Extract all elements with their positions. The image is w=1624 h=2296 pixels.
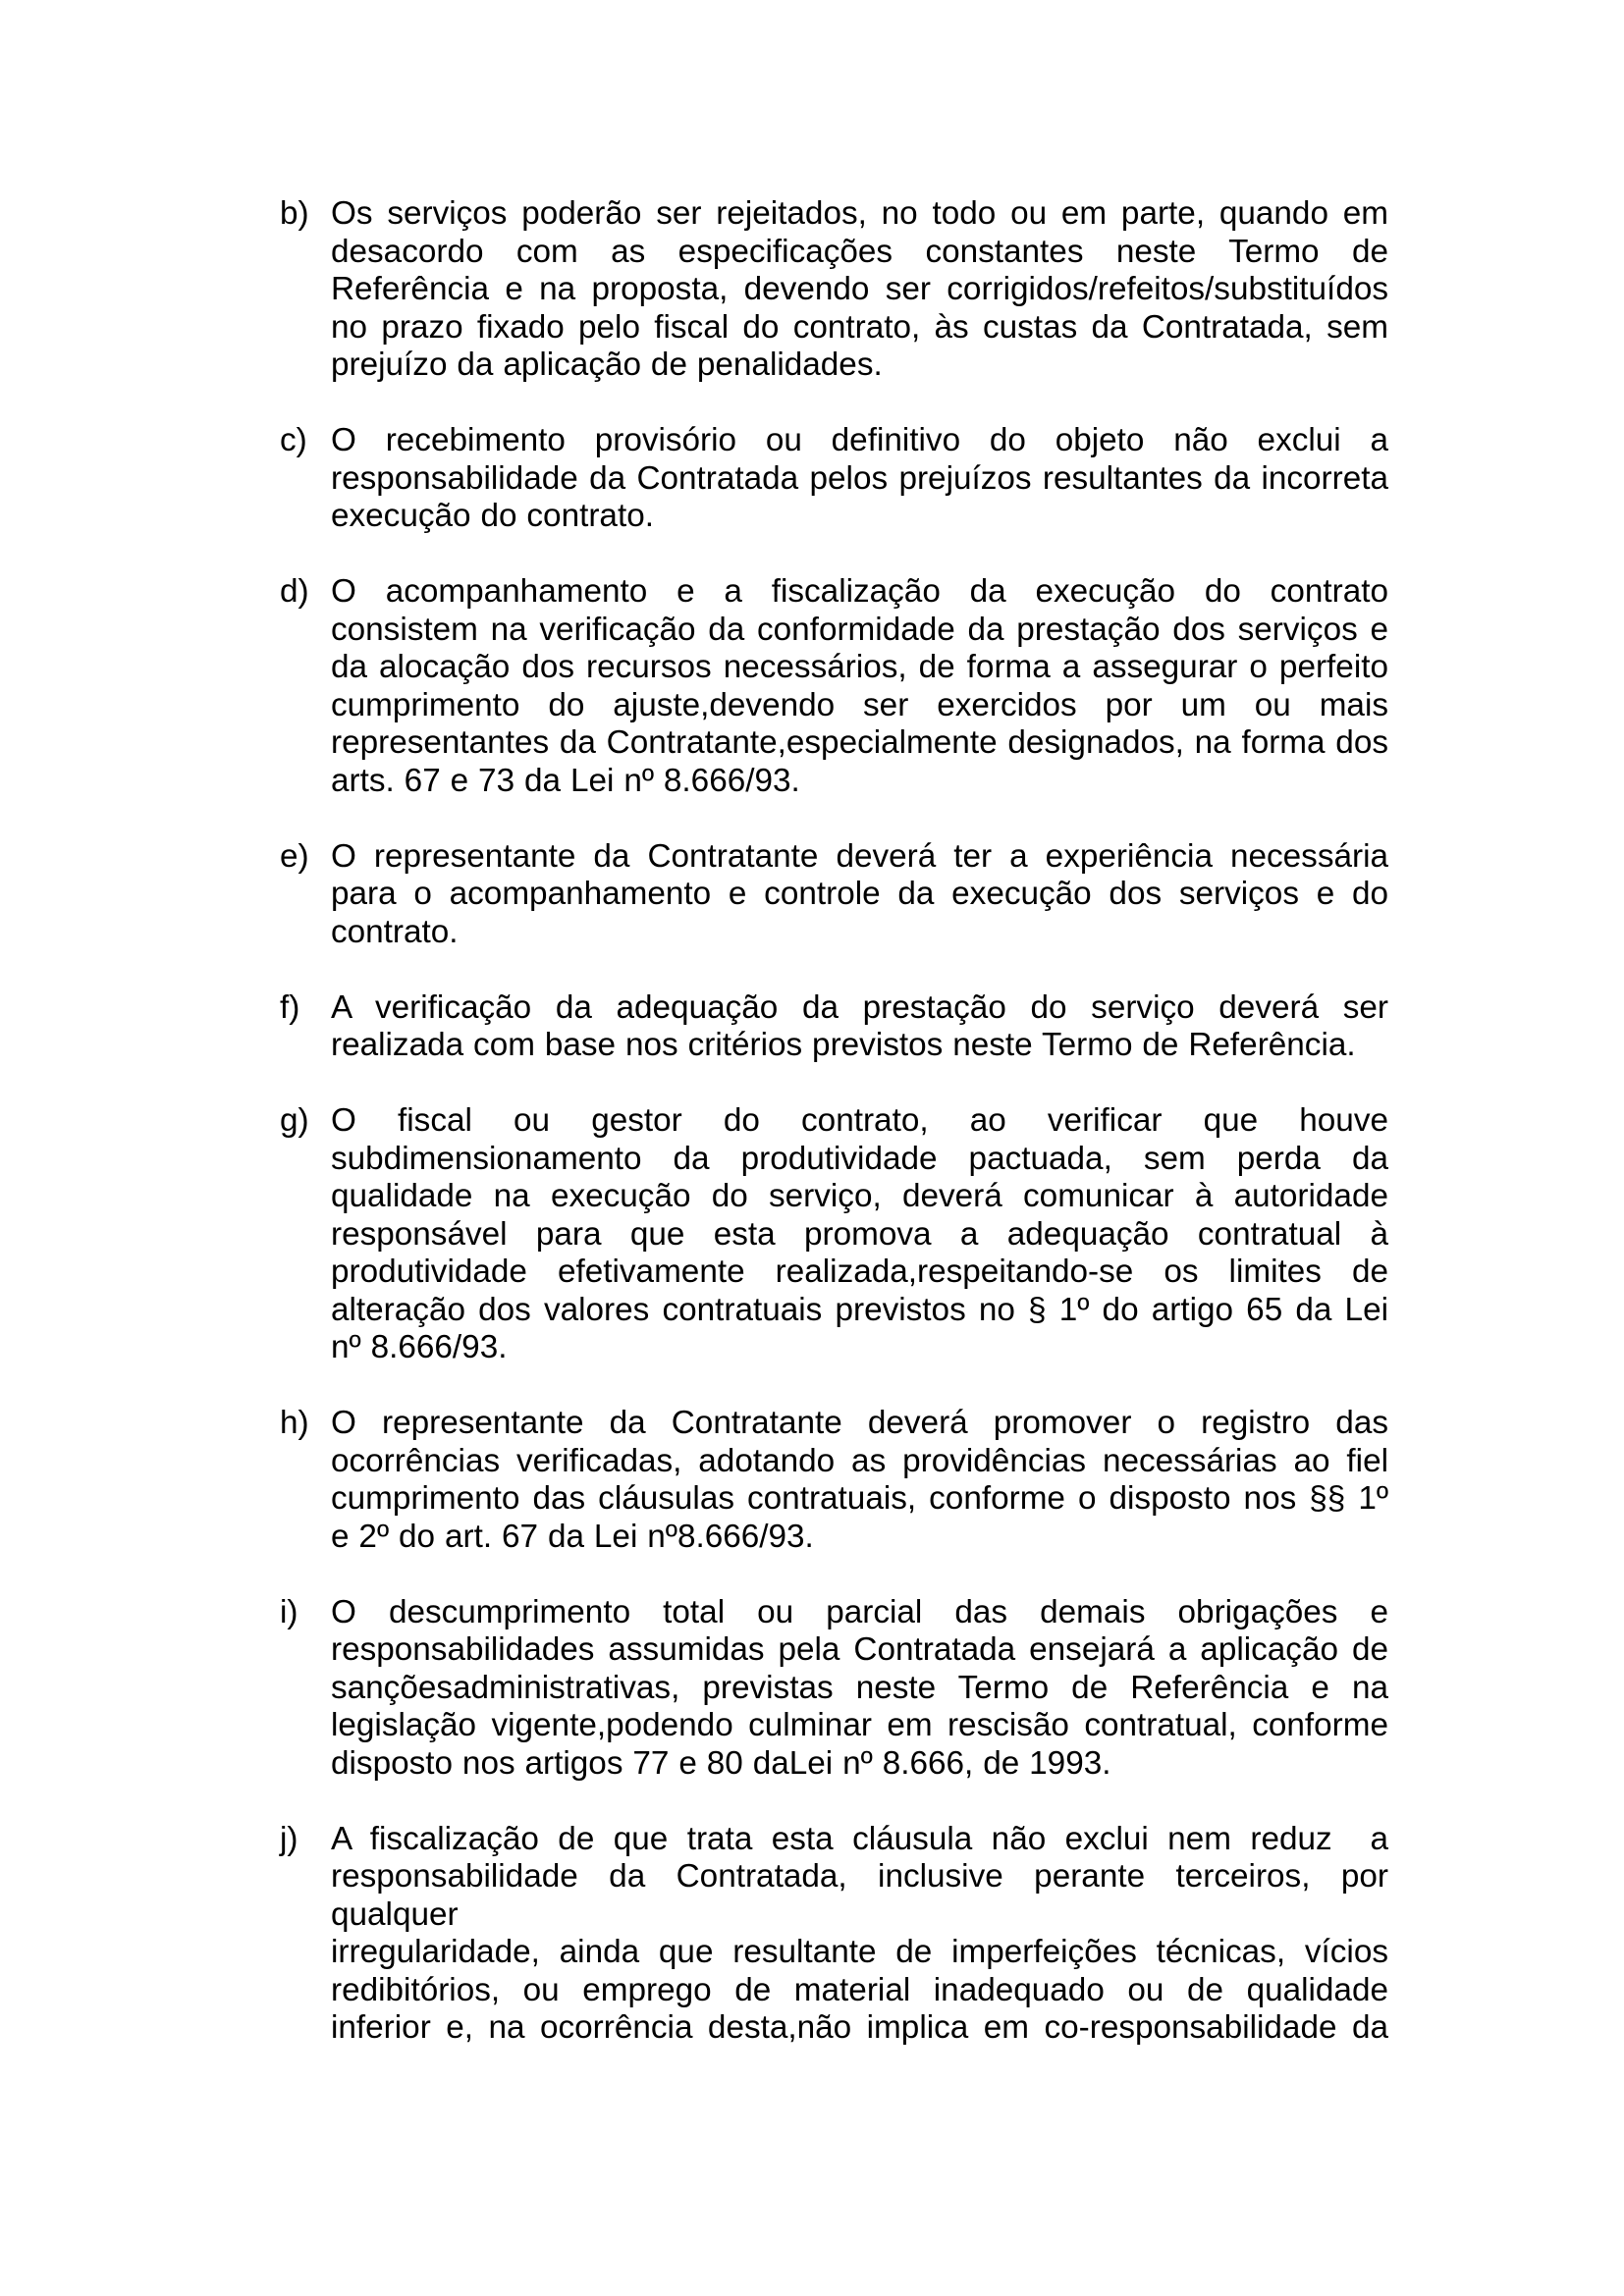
clause-letter: i) <box>280 1593 298 1630</box>
clause-text-continued: irregularidade, ainda que resultante de imperfeições técnicas, vícios redibitórios, ou emprego de material inadequado ou de qualidade inferior e, na ocorrência desta,não implica em co-responsabilidade da <box>331 1934 1398 2046</box>
clause-item-b <box>280 195 1398 385</box>
clause-text: Os serviços poderão ser rejeitados, no todo ou em parte, quando em desacordo com as especificações constantes neste Termo de Referência e na proposta, devendo ser corrigidos/refeitos/substituídos no prazo fixado pelo fiscal do contrato, às custas da Contratada, sem prejuízo da aplicação de penalidades. <box>331 195 1398 383</box>
clause-text: A verificação da adequação da prestação do serviço deverá ser realizada com base nos critérios previstos neste Termo de Referência. <box>331 988 1398 1063</box>
clause-letter: h) <box>280 1405 309 1441</box>
clause-text: O acompanhamento e a fiscalização da execução do contrato consistem na verificação da conformidade da prestação dos serviços e da alocação dos recursos necessários, de forma a assegurar o perfeito cumprimento do ajuste,devendo ser exercidos por um ou mais representantes da Contratante,especialmente designados, na forma dos arts. 67 e 73 da Lei nº 8.666/93. <box>331 573 1398 799</box>
clause-letter: d) <box>280 573 309 610</box>
clause-item-c <box>280 422 1398 536</box>
clause-item-d <box>280 573 1398 800</box>
clause-text: O representante da Contratante deverá ter a experiência necessária para o acompanhamento e controle da execução dos serviços e do contrato. <box>331 837 1398 950</box>
clause-letter: b) <box>280 195 309 232</box>
clause-text: O fiscal ou gestor do contrato, ao verificar que houve subdimensionamento da produtividade pactuada, sem perda da qualidade na execução do serviço, deverá comunicar à autoridade responsável para que esta promova a adequação contratual à produtividade efetivamente realizada,respeitando-se os limites de alteração dos valores contratuais previstos no § 1º do artigo 65 da Lei nº 8.666/93. <box>331 1102 1398 1365</box>
clause-text: O recebimento provisório ou definitivo do objeto não exclui a responsabilidade da Contratada pelos prejuízos resultantes da incorreta execução do contrato. <box>331 422 1398 534</box>
clause-item-e <box>280 837 1398 952</box>
clause-letter: c) <box>280 422 307 458</box>
clause-letter: f) <box>280 988 300 1026</box>
clause-letter: j) <box>280 1820 298 1857</box>
clause-text: A fiscalização de que trata esta cláusula não exclui nem reduz a responsabilidade da Contratada, inclusive perante terceiros, por qualquer <box>331 1820 1398 1933</box>
clause-text: O descumprimento total ou parcial das demais obrigações e responsabilidades assumidas pela Contratada ensejará a aplicação de sançõesadministrativas, previstas neste Termo de Referência e na legislação vigente,podendo culminar em rescisão contratual, conforme disposto nos artigos 77 e 80 daLei nº 8.666, de 1993. <box>331 1593 1398 1782</box>
clause-letter: g) <box>280 1102 309 1139</box>
clause-item-j <box>280 1820 1398 2048</box>
clause-item-h <box>280 1405 1398 1556</box>
clause-item-f <box>280 988 1398 1065</box>
clause-item-i <box>280 1593 1398 1784</box>
clause-list <box>280 195 1398 2048</box>
clause-item-g <box>280 1102 1398 1367</box>
clause-text: O representante da Contratante deverá promover o registro das ocorrências verificadas, adotando as providências necessárias ao fiel cumprimento das cláusulas contratuais, conforme o disposto nos §§ 1º e 2º do art. 67 da Lei nº8.666/93. <box>331 1405 1398 1555</box>
clause-letter: e) <box>280 837 309 875</box>
